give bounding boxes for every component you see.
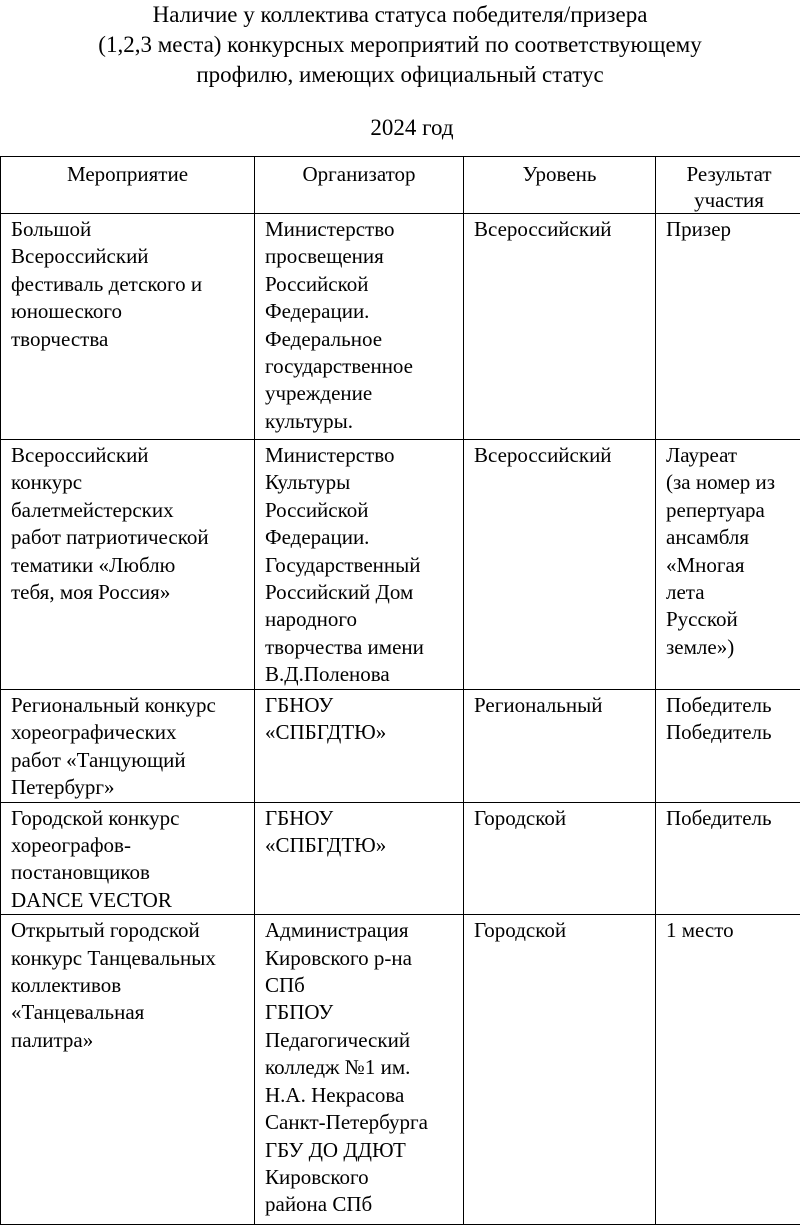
cell-result: Победитель — [656, 802, 800, 915]
cell-result: Победитель Победитель — [656, 690, 800, 803]
cell-event: Большой Всероссийский фестиваль детского и юношеского творчества — [1, 214, 255, 440]
cell-level: Региональный — [464, 690, 656, 803]
cell-result: Лауреат (за номер из репертуара ансамбля «Многая лета Русской земле») — [656, 440, 800, 690]
cell-event: Всероссийский конкурс балетмейстерских работ патриотической тематики «Люблю тебя, моя Россия» — [1, 440, 255, 690]
cell-event: Открытый городской конкурс Танцевальных коллективов «Танцевальная палитра» — [1, 915, 255, 1225]
header-result: Результат участия — [656, 157, 800, 214]
table-row — [1, 915, 800, 1225]
heading-line-3: профилю, имеющих официальный статус — [0, 60, 800, 90]
cell-organizer: Министерство просвещения Российской Федерации. Федеральное государственное учреждение культуры. — [255, 214, 464, 440]
header-organizer: Организатор — [255, 157, 464, 214]
awards-table — [0, 156, 800, 1225]
header-level: Уровень — [464, 157, 656, 214]
heading-line-1: Наличие у коллектива статуса победителя/призера — [0, 0, 800, 30]
cell-event: Городской конкурс хореографов- постановщиков DANCE VECTOR — [1, 802, 255, 915]
cell-level: Всероссийский — [464, 214, 656, 440]
cell-level: Городской — [464, 915, 656, 1225]
cell-organizer: ГБНОУ «СПБГДТЮ» — [255, 802, 464, 915]
cell-organizer: Администрация Кировского р-на СПб ГБПОУ Педагогический колледж №1 им. Н.А. Некрасова Санкт-Петербурга ГБУ ДО ДДЮТ Кировского района СПб — [255, 915, 464, 1225]
table-row — [1, 802, 800, 915]
table-row — [1, 690, 800, 803]
table-row — [1, 214, 800, 440]
cell-level: Городской — [464, 802, 656, 915]
cell-level: Всероссийский — [464, 440, 656, 690]
document-heading — [0, 0, 800, 90]
table-row — [1, 440, 800, 690]
table-header-row — [1, 157, 800, 214]
cell-organizer: Министерство Культуры Российской Федерации. Государственный Российский Дом народного творчества имени В.Д.Поленова — [255, 440, 464, 690]
cell-event: Региональный конкурс хореографических работ «Танцующий Петербург» — [1, 690, 255, 803]
cell-organizer: ГБНОУ «СПБГДТЮ» — [255, 690, 464, 803]
cell-result: 1 место — [656, 915, 800, 1225]
cell-result: Призер — [656, 214, 800, 440]
header-event: Мероприятие — [1, 157, 255, 214]
heading-line-2: (1,2,3 места) конкурсных мероприятий по соответствующему — [0, 30, 800, 60]
year-label: 2024 год — [0, 113, 800, 143]
